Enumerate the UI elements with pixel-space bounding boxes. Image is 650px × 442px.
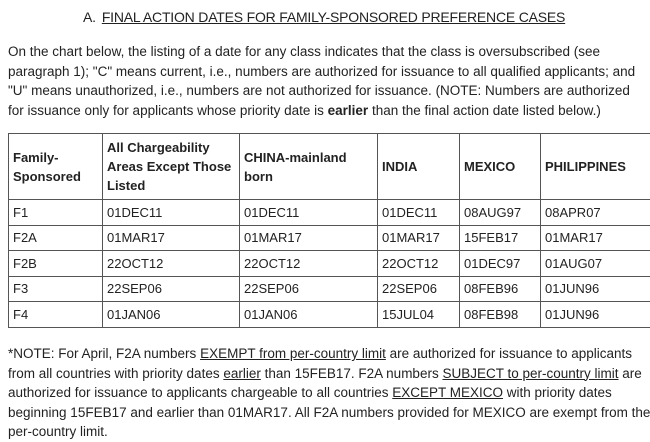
- header-india: INDIA: [378, 134, 460, 200]
- note-underline-exempt: EXEMPT from per-country limit: [200, 346, 386, 361]
- cell-date: 08APR07: [541, 200, 650, 226]
- cell-date: 01DEC97: [460, 251, 541, 277]
- table-row: [9, 276, 650, 302]
- note-underline-subject: SUBJECT to per-country limit: [442, 365, 619, 381]
- note-underline-except-mexico: EXCEPT MEXICO: [392, 385, 504, 400]
- cell-date: 01DEC11: [103, 200, 240, 226]
- cell-date: 01JUN96: [541, 302, 650, 328]
- note-text-2: are authorized for issuance to applicants from all countries with priority dates: [8, 346, 633, 381]
- header-philippines: PHILIPPINES: [541, 134, 650, 200]
- header-china: CHINA-mainland born: [240, 134, 378, 200]
- cell-date: 01JAN06: [103, 302, 240, 328]
- cell-category: F1: [9, 200, 103, 226]
- intro-text-1: On the chart below, the listing of a date for any class indicates that the class is oversubscribed (see paragraph 1); "C" means current, i.e., numbers are authorized for issuance to all qualified applicants; and "U" means unauthorized, i.e., numbers are not authorized for issuance. (NOTE: Numbers are authorized for issuance only for applicants whose priority date is: [8, 44, 636, 118]
- section-heading: [83, 9, 565, 25]
- cell-date: 08FEB98: [460, 302, 541, 328]
- header-all-chargeability: All Chargeability Areas Except Those Listed: [103, 134, 240, 200]
- cell-date: 22OCT12: [378, 251, 460, 277]
- cell-date: 22SEP06: [103, 276, 240, 302]
- intro-paragraph: [8, 42, 648, 120]
- intro-bold-word: earlier: [327, 102, 369, 118]
- cell-date: 08FEB96: [460, 276, 541, 302]
- table-header-row: [9, 134, 650, 200]
- cell-date: 22OCT12: [240, 251, 378, 277]
- cell-date: 01MAR17: [541, 225, 650, 251]
- cell-date: 01AUG07: [541, 251, 650, 277]
- cell-date: 01MAR17: [103, 225, 240, 251]
- header-family-sponsored: Family-Sponsored: [9, 134, 103, 200]
- cell-date: 22SEP06: [378, 276, 460, 302]
- table-row: [9, 200, 650, 226]
- cell-category: F2A: [9, 225, 103, 251]
- table-row: [9, 302, 650, 328]
- cell-date: 01MAR17: [240, 225, 378, 251]
- cell-date: 01DEC11: [240, 200, 378, 226]
- note-text-5: with priority dates beginning 15FEB17 and earlier than 01MAR17. All F2A numbers provided for MEXICO are exempt from the per-country limit.: [8, 385, 650, 439]
- table-row: [9, 225, 650, 251]
- section-title: FINAL ACTION DATES FOR FAMILY-SPONSORED PREFERENCE CASES: [101, 9, 566, 25]
- cell-date: 22SEP06: [240, 276, 378, 302]
- cell-date: 01JUN96: [541, 276, 650, 302]
- final-action-dates-table: [8, 133, 650, 328]
- cell-category: F2B: [9, 251, 103, 277]
- footnote-paragraph: [8, 344, 650, 442]
- header-mexico: MEXICO: [460, 134, 541, 200]
- cell-category: F4: [9, 302, 103, 328]
- note-underline-earlier: earlier: [223, 365, 261, 381]
- note-text-4: are authorized for issuance to applicants chargeable to all countries: [8, 365, 642, 400]
- cell-date: 22OCT12: [103, 251, 240, 277]
- cell-date: 15JUL04: [378, 302, 460, 328]
- cell-date: 01MAR17: [378, 225, 460, 251]
- cell-date: 01JAN06: [240, 302, 378, 328]
- cell-date: 15FEB17: [460, 225, 541, 251]
- section-prefix: A.: [83, 9, 96, 25]
- table-row: [9, 251, 650, 277]
- cell-category: F3: [9, 276, 103, 302]
- note-text-3: than 15FEB17. F2A numbers: [260, 365, 443, 381]
- cell-date: 01DEC11: [378, 200, 460, 226]
- cell-date: 08AUG97: [460, 200, 541, 226]
- note-text-1: *NOTE: For April, F2A numbers: [8, 346, 201, 361]
- intro-text-2: than the final action date listed below.): [368, 102, 601, 118]
